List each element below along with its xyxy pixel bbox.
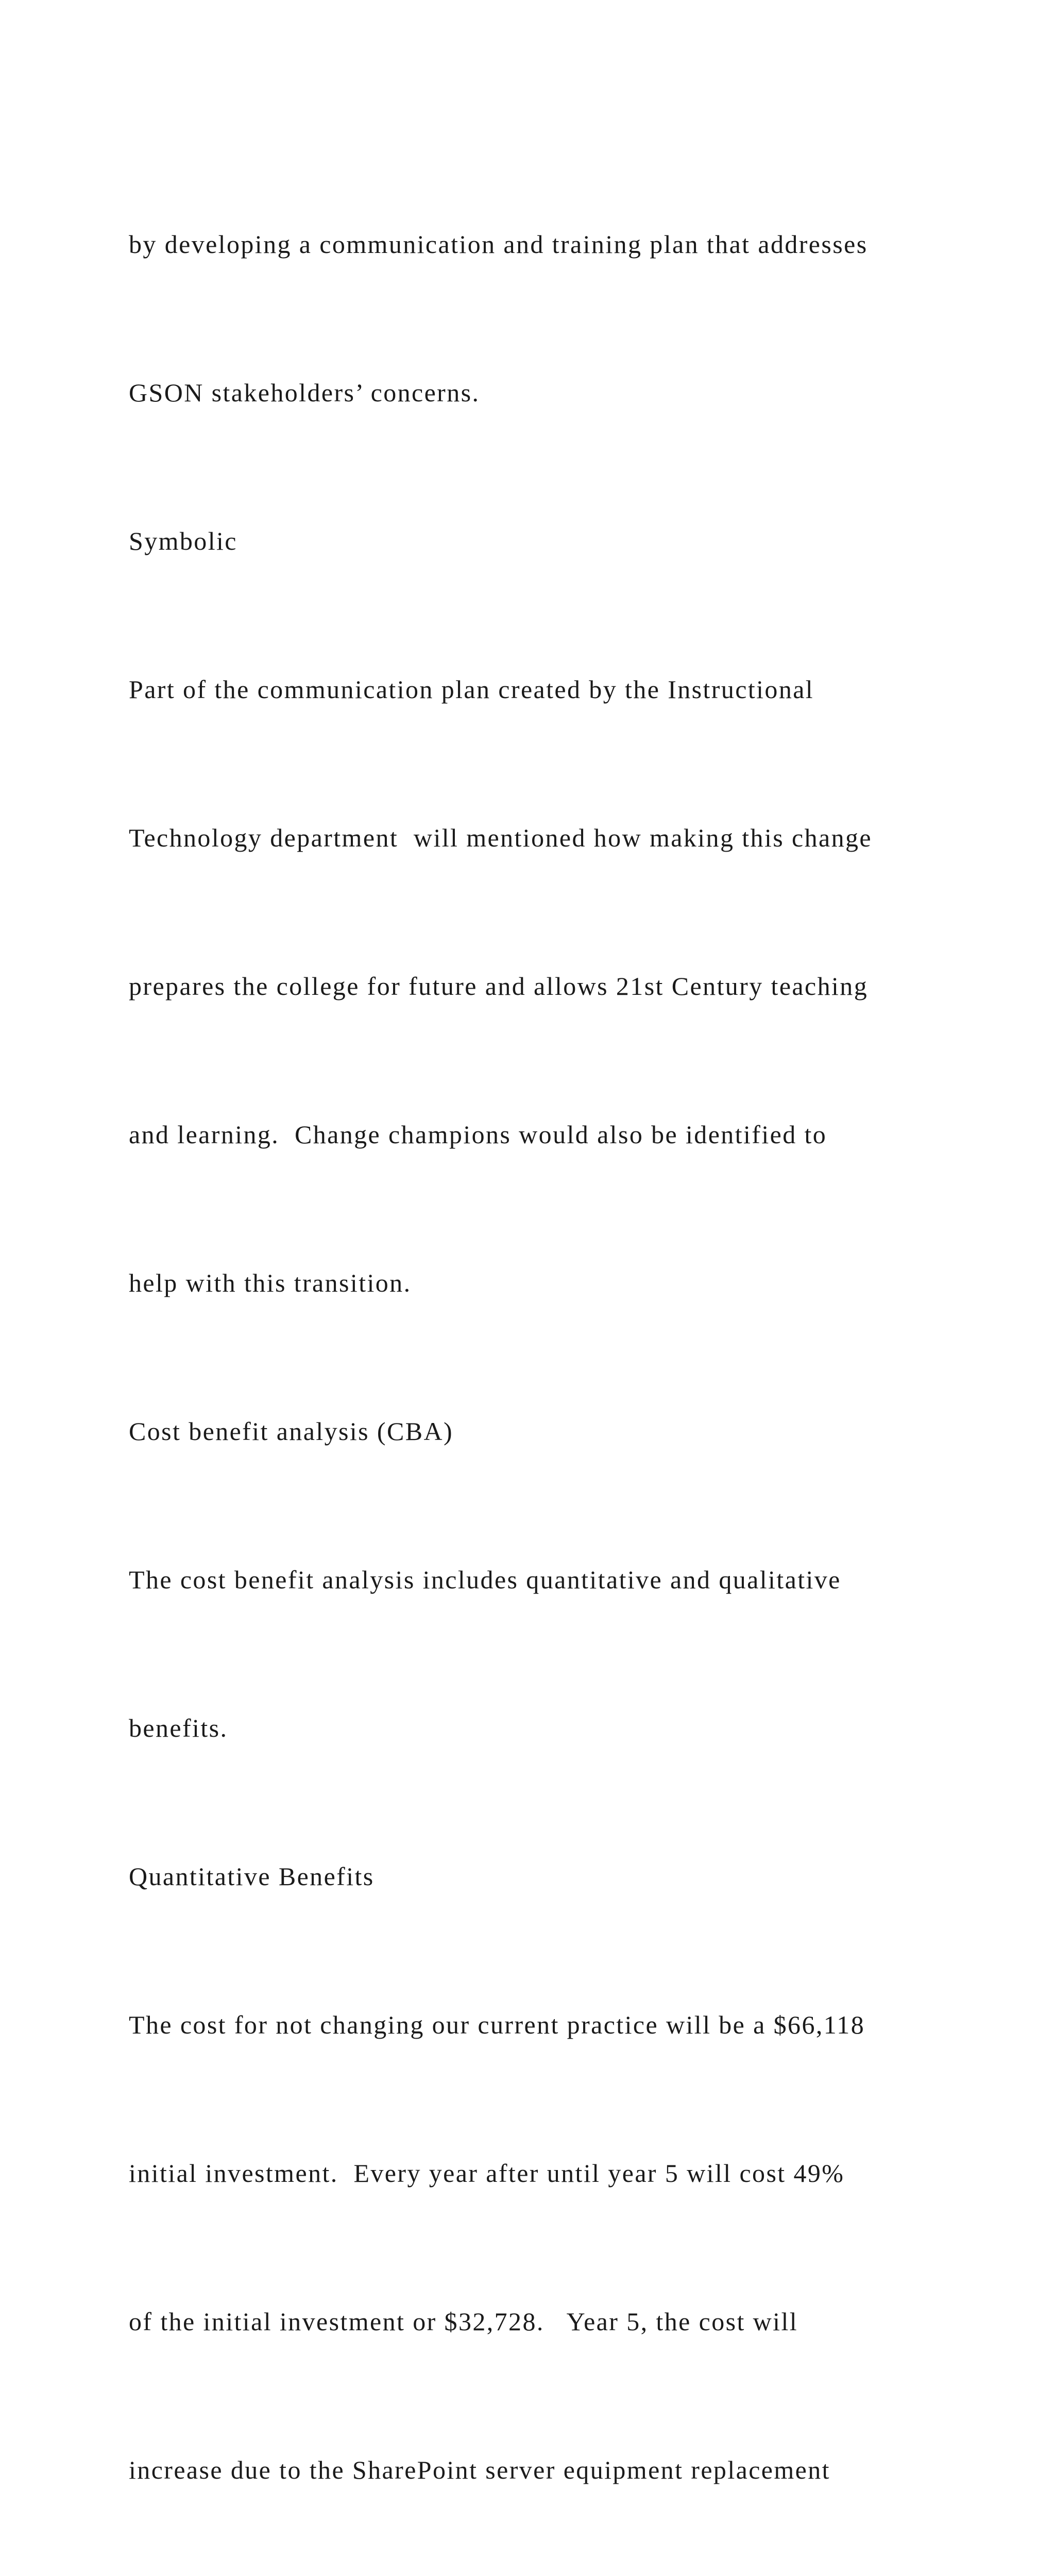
body-line: The cost benefit analysis includes quantitative and qualitative <box>129 1565 841 1594</box>
body-line: increase due to the SharePoint server equipment replacement <box>129 2455 830 2484</box>
body-line: GSON stakeholders’ concerns. <box>129 378 480 407</box>
body-line: initial investment. Every year after until year 5 will cost 49% <box>129 2159 845 2188</box>
heading-quantitative-benefits: Quantitative Benefits <box>129 1862 375 1891</box>
body-line: prepares the college for future and allows 21st Century teaching <box>129 972 869 1001</box>
body-line: of the initial investment or $32,728. Year 5, the cost will <box>129 2307 798 2336</box>
body-line: help with this transition. <box>129 1268 412 1297</box>
body-line: The cost for not changing our current practice will be a $66,118 <box>129 2010 865 2039</box>
heading-symbolic: Symbolic <box>129 527 237 555</box>
body-line: and learning. Change champions would also be identified to <box>129 1120 827 1149</box>
body-line: by developing a communication and training plan that addresses <box>129 230 868 259</box>
body-line: Technology department will mentioned how making this change <box>129 823 872 852</box>
body-line: benefits. <box>129 1714 228 1742</box>
document-body <box>129 121 1005 2576</box>
body-line: Part of the communication plan created by the Instructional <box>129 675 814 704</box>
heading-cost-benefit-analysis: Cost benefit analysis (CBA) <box>129 1417 454 1446</box>
